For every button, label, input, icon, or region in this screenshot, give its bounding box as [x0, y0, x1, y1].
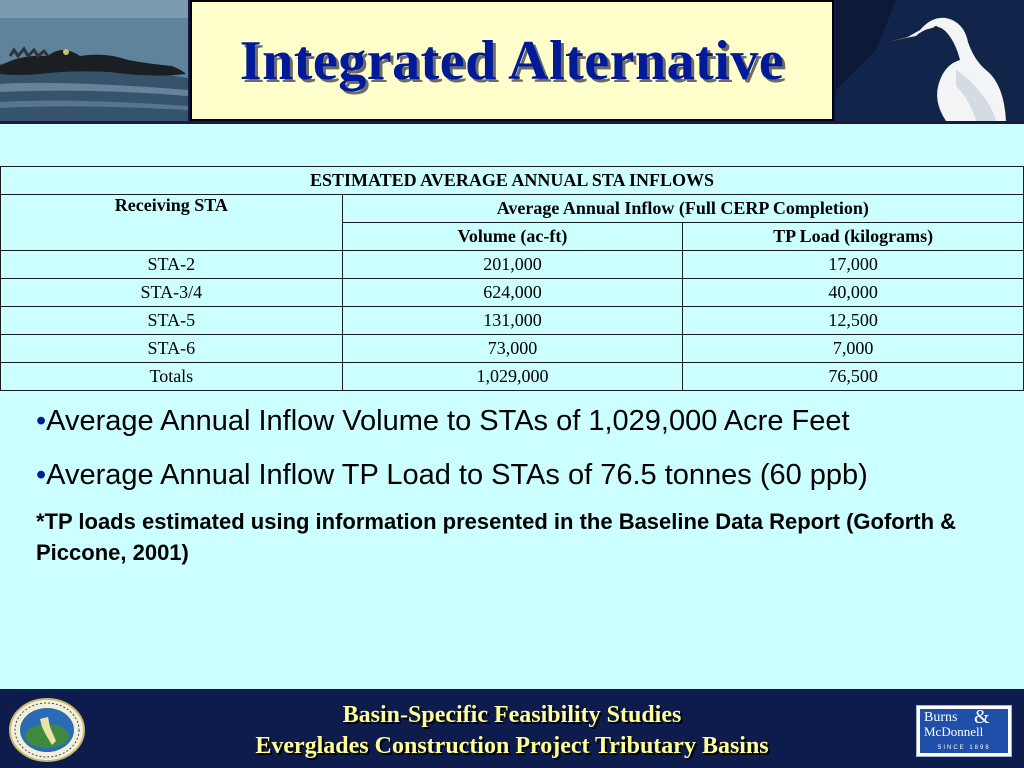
egret-photo	[836, 0, 1024, 121]
cell-volume: 73,000	[342, 335, 683, 363]
table-row	[1, 251, 1024, 279]
bullet-text: Average Annual Inflow TP Load to STAs of 76.5 tonnes (60 ppb)	[46, 459, 868, 491]
slide-title: Integrated Alternative	[239, 29, 785, 92]
cell-sta: STA-6	[1, 335, 343, 363]
footer-line-1: Basin-Specific Feasibility Studies	[342, 702, 682, 728]
bullet-item	[36, 456, 986, 494]
logo-text-since: SINCE 1898	[937, 745, 991, 751]
table-row	[1, 279, 1024, 307]
cell-sta: STA-3/4	[1, 279, 343, 307]
logo-text-mcdonnell: McDonnell	[924, 724, 984, 739]
table-row-totals	[1, 363, 1024, 391]
column-group-header: Average Annual Inflow (Full CERP Completion)	[342, 195, 1023, 223]
cell-volume: 624,000	[342, 279, 683, 307]
bullet-marker: •	[36, 405, 47, 437]
cell-volume: 131,000	[342, 307, 683, 335]
cell-tp-load: 12,500	[683, 307, 1024, 335]
cell-tp-load: 7,000	[683, 335, 1024, 363]
table-header-row	[1, 195, 1024, 223]
footer-title	[150, 700, 874, 762]
cell-tp-load: 40,000	[683, 279, 1024, 307]
sta-inflow-table	[0, 166, 1024, 391]
column-header-receiving-sta: Receiving STA	[1, 195, 343, 251]
table-row	[1, 335, 1024, 363]
column-header-tp-load: TP Load (kilograms)	[683, 223, 1024, 251]
title-box	[190, 0, 834, 121]
table-caption-row	[1, 167, 1024, 195]
logo-text-burns: Burns	[924, 710, 958, 725]
cell-sta: STA-5	[1, 307, 343, 335]
bullet-list	[36, 402, 986, 568]
burns-mcdonnell-logo	[916, 705, 1012, 757]
column-header-volume: Volume (ac-ft)	[342, 223, 683, 251]
table-row	[1, 307, 1024, 335]
cell-tp-load: 17,000	[683, 251, 1024, 279]
header-divider	[0, 121, 1024, 124]
cell-sta: Totals	[1, 363, 343, 391]
logo-text-amp: &	[974, 706, 990, 728]
burns-mcdonnell-mark	[920, 706, 1008, 753]
table-caption: ESTIMATED AVERAGE ANNUAL STA INFLOWS	[1, 167, 1024, 195]
cell-volume: 201,000	[342, 251, 683, 279]
alligator-photo	[0, 0, 188, 121]
bullet-item	[36, 402, 986, 440]
bullet-marker: •	[36, 459, 47, 491]
bullet-text: Average Annual Inflow Volume to STAs of 1,029,000 Acre Feet	[46, 405, 850, 437]
sfwmd-seal-icon	[8, 697, 86, 763]
footer-line-2: Everglades Construction Project Tributary Basins	[255, 733, 769, 759]
footnote: *TP loads estimated using information presented in the Baseline Data Report (Goforth & Piccone, 2001)	[36, 509, 957, 565]
cell-tp-load: 76,500	[683, 363, 1024, 391]
cell-volume: 1,029,000	[342, 363, 683, 391]
cell-sta: STA-2	[1, 251, 343, 279]
